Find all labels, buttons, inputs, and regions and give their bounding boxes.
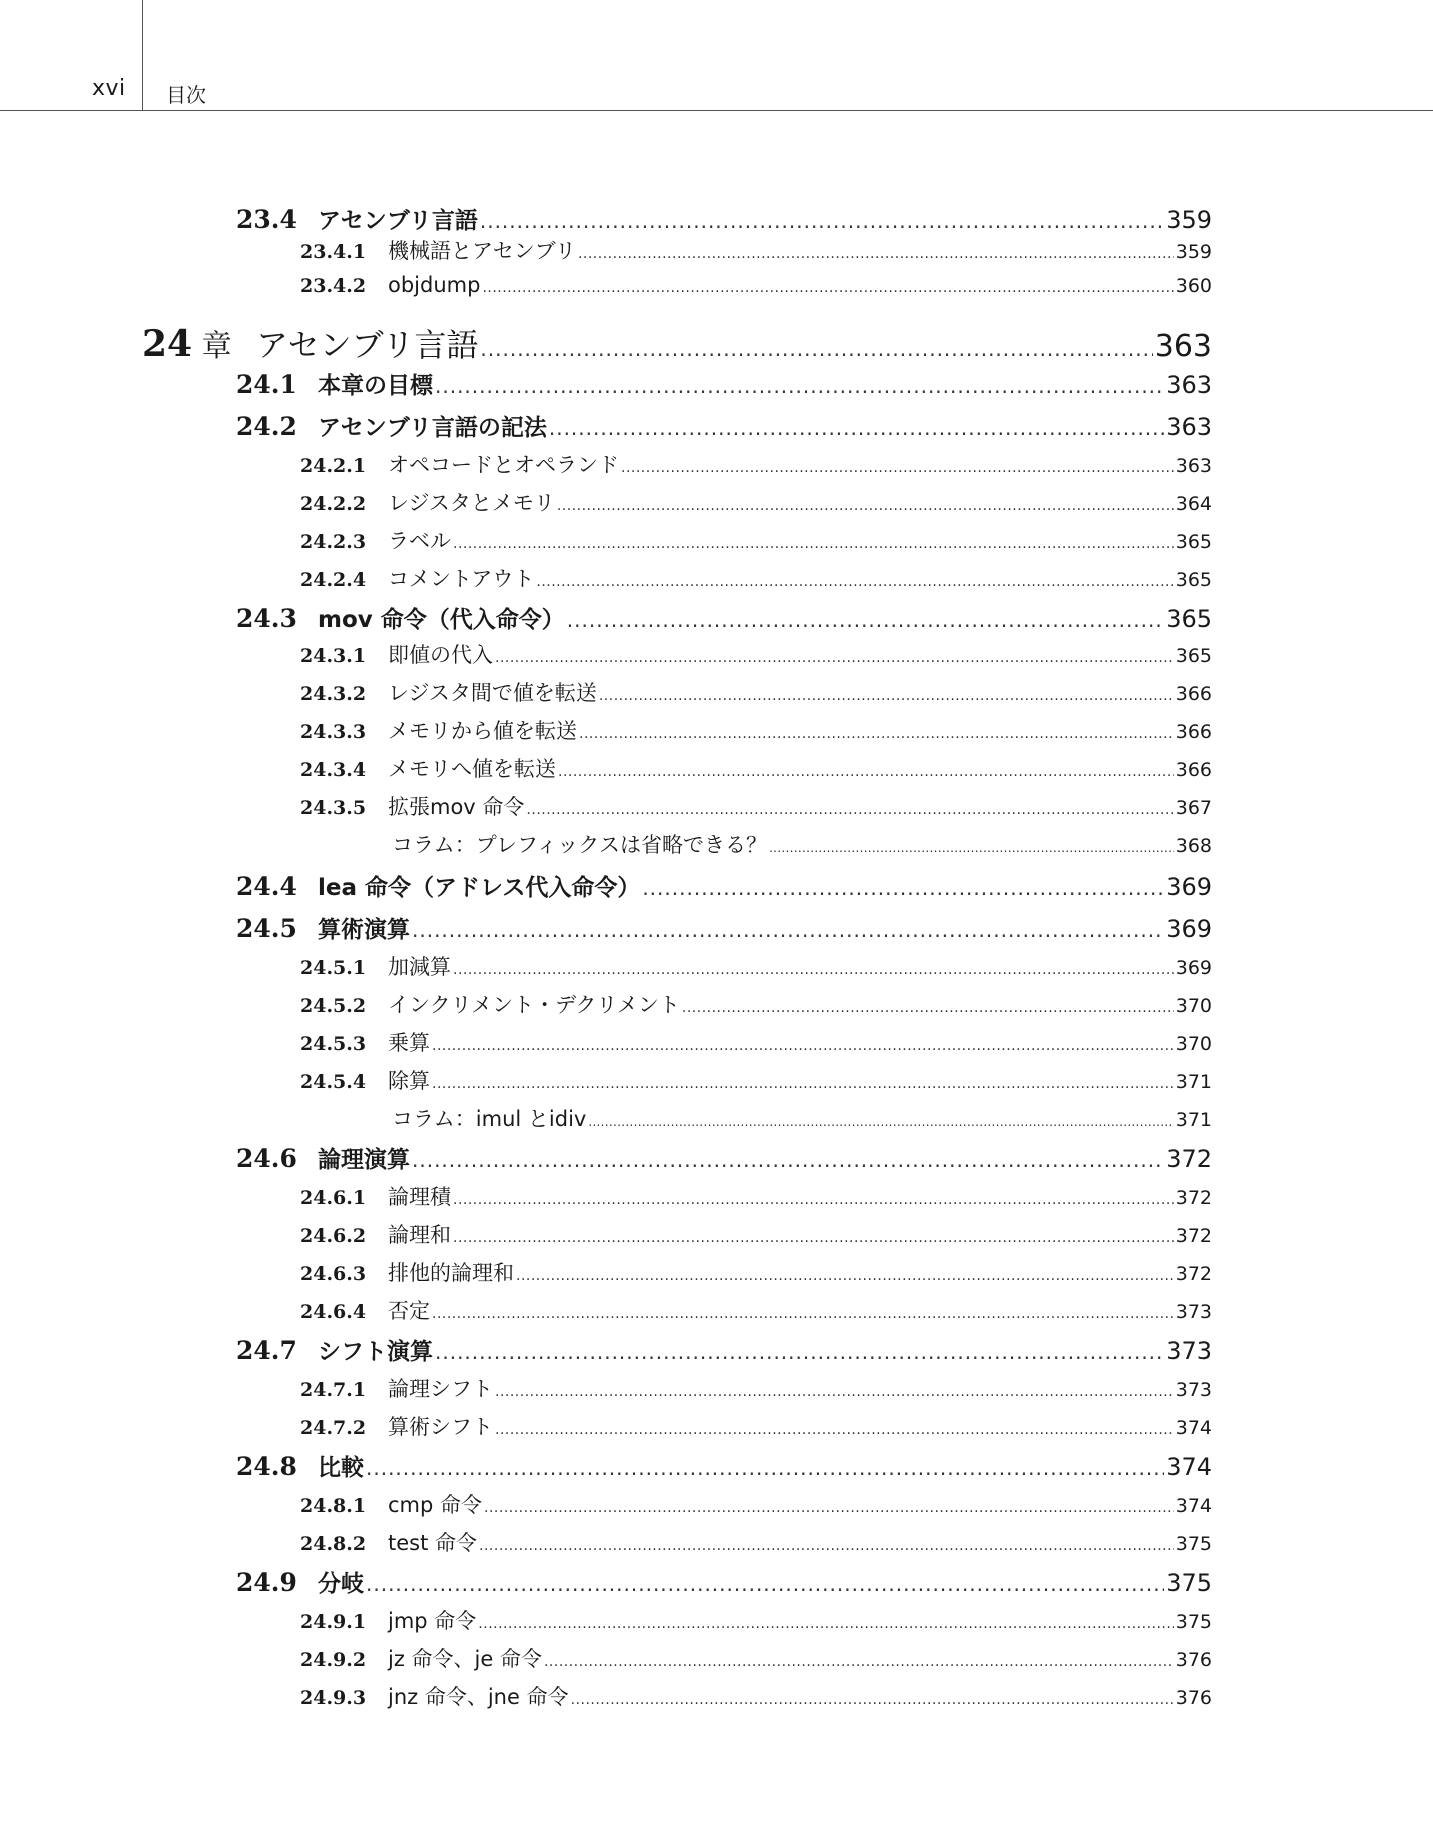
dot-leader [516, 1268, 1174, 1284]
toc-entry-page: 367 [1175, 797, 1212, 819]
toc-entry-title: メモリから値を転送 [388, 719, 577, 743]
dot-leader [578, 246, 1174, 262]
toc-entry-page: 360 [1175, 275, 1212, 297]
toc-entry-page: 359 [1166, 206, 1212, 234]
toc-entry-page: 363 [1166, 413, 1212, 441]
toc-entry-sub [300, 1295, 1212, 1325]
toc-entry-page: 369 [1166, 873, 1212, 901]
toc-entry-number: 24.2.4 [300, 569, 367, 591]
toc-entry-title: コラム：imul とidiv [392, 1107, 587, 1131]
toc-entry-title: 否定 [388, 1299, 430, 1323]
toc-entry-number: 24.3 [236, 604, 297, 633]
toc-entry-page: 372 [1166, 1145, 1212, 1173]
toc-entry-number: 24.3.4 [300, 759, 367, 781]
dot-leader [479, 1538, 1174, 1554]
toc-entry-sub [300, 753, 1212, 783]
dot-leader [579, 726, 1174, 742]
toc-entry-number: 24.2.1 [300, 455, 367, 477]
toc-entry-number: 24.5.4 [300, 1071, 367, 1093]
toc-entry-title: ラベル [388, 529, 451, 553]
toc-entry-page: 373 [1175, 1379, 1212, 1401]
toc-entry-sub [300, 525, 1212, 555]
toc-entry-title: 比較 [318, 1455, 364, 1481]
toc-entry-page: 368 [1175, 835, 1212, 857]
toc-entry-page: 369 [1175, 957, 1212, 979]
toc-entry-title: メモリへ値を転送 [388, 757, 556, 781]
toc-entry-title: 機械語とアセンブリ [388, 239, 576, 263]
toc-entry-title: cmp 命令 [388, 1493, 483, 1517]
toc-entry-sub [300, 449, 1212, 479]
toc-entry-page: 375 [1175, 1611, 1212, 1633]
toc-entry-title: 論理シフト [388, 1377, 493, 1401]
dot-leader [480, 209, 1164, 233]
toc-entry-number: 24.5.2 [300, 995, 367, 1017]
toc-entry-title: 除算 [388, 1069, 430, 1093]
toc-entry-sub [300, 639, 1212, 669]
toc-entry-number: 24 章 [142, 323, 232, 365]
toc-entry-page: 365 [1175, 645, 1212, 667]
toc-entry-title: 加減算 [388, 955, 451, 979]
dot-leader [453, 1192, 1174, 1208]
toc-entry-page: 372 [1175, 1225, 1212, 1247]
header-rule [0, 110, 1433, 111]
toc-entry-title: インクリメント・デクリメント [388, 993, 680, 1017]
toc-entry-page: 374 [1166, 1453, 1212, 1481]
toc-entry-number: 24.3.1 [300, 645, 367, 667]
dot-leader [567, 608, 1164, 632]
toc-entry-title: lea 命令（アドレス代入命令） [318, 875, 641, 901]
toc-entry-title: 分岐 [318, 1571, 364, 1597]
toc-entry-title: 算術シフト [388, 1415, 493, 1439]
toc-entry-number: 24.3.2 [300, 683, 367, 705]
toc-entry-sub [300, 1489, 1212, 1519]
toc-entry-number: 24.8.2 [300, 1533, 367, 1555]
dot-leader [432, 1306, 1174, 1322]
dot-leader [621, 460, 1174, 476]
toc-entry-sub [300, 1027, 1212, 1057]
toc-entry-page: 375 [1175, 1533, 1212, 1555]
toc-entry-sub [300, 1257, 1212, 1287]
toc-entry-number: 23.4 [236, 205, 297, 234]
toc-entry-title: コラム：プレフィックスは省略できる？ [392, 833, 768, 857]
toc-entry-sec [236, 1449, 1212, 1482]
toc-entry-page: 371 [1175, 1071, 1212, 1093]
toc-entry-number: 24.1 [236, 370, 297, 399]
toc-entry-sub [300, 273, 1212, 297]
toc-entry-number: 24.2 [236, 412, 297, 441]
toc-entry-sec [236, 367, 1212, 400]
toc-entry-sub [300, 1605, 1212, 1635]
toc-entry-sec [236, 202, 1212, 235]
toc-entry-page: 365 [1175, 531, 1212, 553]
toc-entry-page: 365 [1166, 605, 1212, 633]
dot-leader [484, 1500, 1174, 1516]
toc-entry-number: 23.4.1 [300, 241, 367, 263]
toc-entry-number: 24.5.3 [300, 1033, 367, 1055]
toc-entry-title: シフト演算 [318, 1339, 433, 1365]
dot-leader [549, 416, 1164, 440]
dot-leader [599, 688, 1174, 704]
toc-entry-sec [236, 1565, 1212, 1598]
toc-entry-col [392, 1103, 1212, 1133]
dot-leader [432, 1076, 1174, 1092]
dot-leader [412, 918, 1164, 942]
toc-entry-number: 24.6.3 [300, 1263, 367, 1285]
toc-entry-title: レジスタとメモリ [388, 491, 555, 515]
dot-leader [366, 1456, 1164, 1480]
toc-entry-page: 376 [1175, 1687, 1212, 1709]
toc-entry-title: test 命令 [388, 1531, 478, 1555]
toc-entry-number: 24.6 [236, 1144, 297, 1173]
toc-entry-title: mov 命令（代入命令） [318, 607, 565, 633]
toc-entry-number: 24.5 [236, 914, 297, 943]
toc-entry-sub [300, 1219, 1212, 1249]
toc-entry-title: アセンブリ言語 [318, 208, 478, 234]
toc-entry-sub [300, 1065, 1212, 1095]
toc-entry-page: 373 [1166, 1337, 1212, 1365]
toc-entry-sub [300, 791, 1212, 821]
toc-entry-page: 370 [1175, 1033, 1212, 1055]
toc-entry-sub [300, 677, 1212, 707]
toc-entry-title: アセンブリ言語 [256, 326, 479, 364]
toc-entry-number: 24.7 [236, 1336, 297, 1365]
dot-leader [526, 802, 1173, 818]
toc-entry-page: 370 [1175, 995, 1212, 1017]
toc-entry-sec [236, 1141, 1212, 1174]
toc-entry-sec [236, 911, 1212, 944]
dot-leader [412, 1148, 1164, 1172]
toc-entry-number: 24.3.3 [300, 721, 367, 743]
toc-entry-number: 24.7.2 [300, 1417, 367, 1439]
toc-entry-title: jnz 命令、jne 命令 [388, 1685, 569, 1709]
toc-entry-title: アセンブリ言語の記法 [318, 415, 547, 441]
toc-entry-page: 363 [1175, 455, 1212, 477]
toc-entry-sub [300, 1373, 1212, 1403]
toc-entry-title: objdump [388, 273, 481, 297]
dot-leader [366, 1572, 1164, 1596]
toc-entry-title: レジスタ間で値を転送 [388, 681, 597, 705]
toc-entry-sec [236, 409, 1212, 442]
toc-entry-page: 372 [1175, 1187, 1212, 1209]
dot-leader [536, 574, 1173, 590]
toc-entry-sec [236, 869, 1212, 902]
toc-entry-sub [300, 235, 1212, 265]
toc-entry-col [392, 829, 1212, 859]
dot-leader [480, 337, 1152, 361]
toc-entry-page: 373 [1175, 1301, 1212, 1323]
toc-entry-ch [142, 320, 1212, 366]
toc-entry-page: 372 [1175, 1263, 1212, 1285]
toc-entry-sub [300, 1527, 1212, 1557]
toc-entry-number: 24.7.1 [300, 1379, 367, 1401]
toc-entry-page: 375 [1166, 1569, 1212, 1597]
toc-entry-sub [300, 1411, 1212, 1441]
toc-entry-page: 363 [1154, 329, 1212, 364]
toc-entry-number: 23.4.2 [300, 275, 367, 297]
dot-leader [571, 1692, 1174, 1708]
toc-entry-sub [300, 487, 1212, 517]
toc-entry-sub [300, 989, 1212, 1019]
toc-entry-page: 366 [1175, 721, 1212, 743]
toc-entry-page: 359 [1175, 241, 1212, 263]
dot-leader [453, 962, 1174, 978]
toc-entry-sub [300, 1181, 1212, 1211]
toc-entry-title: 排他的論理和 [388, 1261, 514, 1285]
toc-entry-sec [236, 1333, 1212, 1366]
dot-leader [544, 1654, 1174, 1670]
toc-entry-sub [300, 951, 1212, 981]
toc-entry-title: 論理和 [388, 1223, 451, 1247]
toc-entry-title: 本章の目標 [318, 373, 433, 399]
dot-leader [478, 1616, 1173, 1632]
toc-entry-title: 乗算 [388, 1031, 430, 1055]
header-divider [142, 0, 143, 110]
toc-entry-number: 24.4 [236, 872, 297, 901]
toc-entry-title: 即値の代入 [388, 643, 493, 667]
toc-entry-sub [300, 563, 1212, 593]
chapter-suffix: 章 [192, 329, 232, 364]
toc-entry-number: 24.8.1 [300, 1495, 367, 1517]
toc-entry-sub [300, 1643, 1212, 1673]
toc-entry-number: 24.9.2 [300, 1649, 367, 1671]
toc-entry-number: 24.5.1 [300, 957, 367, 979]
dot-leader [642, 876, 1164, 900]
toc-entry-number: 24.9.3 [300, 1687, 367, 1709]
dot-leader [453, 1230, 1174, 1246]
dot-leader [495, 1384, 1174, 1400]
toc-entry-page: 376 [1175, 1649, 1212, 1671]
toc-entry-title: 論理積 [388, 1185, 451, 1209]
dot-leader [588, 1115, 1173, 1129]
toc-entry-page: 374 [1175, 1417, 1212, 1439]
toc-entry-page: 365 [1175, 569, 1212, 591]
toc-entry-number: 24.8 [236, 1452, 297, 1481]
dot-leader [432, 1038, 1174, 1054]
toc-entry-title: jz 命令、je 命令 [388, 1647, 542, 1671]
dot-leader [557, 498, 1174, 514]
toc-entry-number: 24.9 [236, 1568, 297, 1597]
dot-leader [435, 374, 1164, 398]
toc-entry-sub [300, 715, 1212, 745]
dot-leader [682, 1000, 1174, 1016]
dot-leader [495, 1422, 1174, 1438]
toc-entry-page: 371 [1175, 1109, 1212, 1131]
toc-entry-number: 24.6.2 [300, 1225, 367, 1247]
dot-leader [558, 764, 1174, 780]
toc-entry-page: 364 [1175, 493, 1212, 515]
dot-leader [453, 536, 1174, 552]
running-title: 目次 [166, 83, 206, 107]
toc-entry-page: 366 [1175, 683, 1212, 705]
toc-entry-number: 24.2.2 [300, 493, 367, 515]
toc-entry-number: 24.6.4 [300, 1301, 367, 1323]
toc-entry-title: jmp 命令 [388, 1609, 477, 1633]
toc-entry-number: 24.3.5 [300, 797, 367, 819]
toc-entry-title: 算術演算 [318, 917, 410, 943]
toc-entry-title: 論理演算 [318, 1147, 410, 1173]
page-number: xvi [92, 76, 126, 101]
toc-entry-title: 拡張mov 命令 [388, 795, 525, 819]
toc-entry-sec [236, 601, 1212, 634]
toc-entry-number: 24.2.3 [300, 531, 367, 553]
toc-entry-page: 366 [1175, 759, 1212, 781]
toc-entry-page: 374 [1175, 1495, 1212, 1517]
toc-entry-title: オペコードとオペランド [388, 453, 619, 477]
toc-entry-page: 369 [1166, 915, 1212, 943]
toc-entry-number: 24.6.1 [300, 1187, 367, 1209]
toc-entry-sub [300, 1681, 1212, 1711]
toc-entry-title: コメントアウト [388, 567, 535, 591]
dot-leader [495, 650, 1174, 666]
dot-leader [482, 280, 1173, 296]
dot-leader [435, 1340, 1164, 1364]
toc-entry-page: 363 [1166, 371, 1212, 399]
dot-leader [769, 841, 1174, 855]
toc-entry-number: 24.9.1 [300, 1611, 367, 1633]
